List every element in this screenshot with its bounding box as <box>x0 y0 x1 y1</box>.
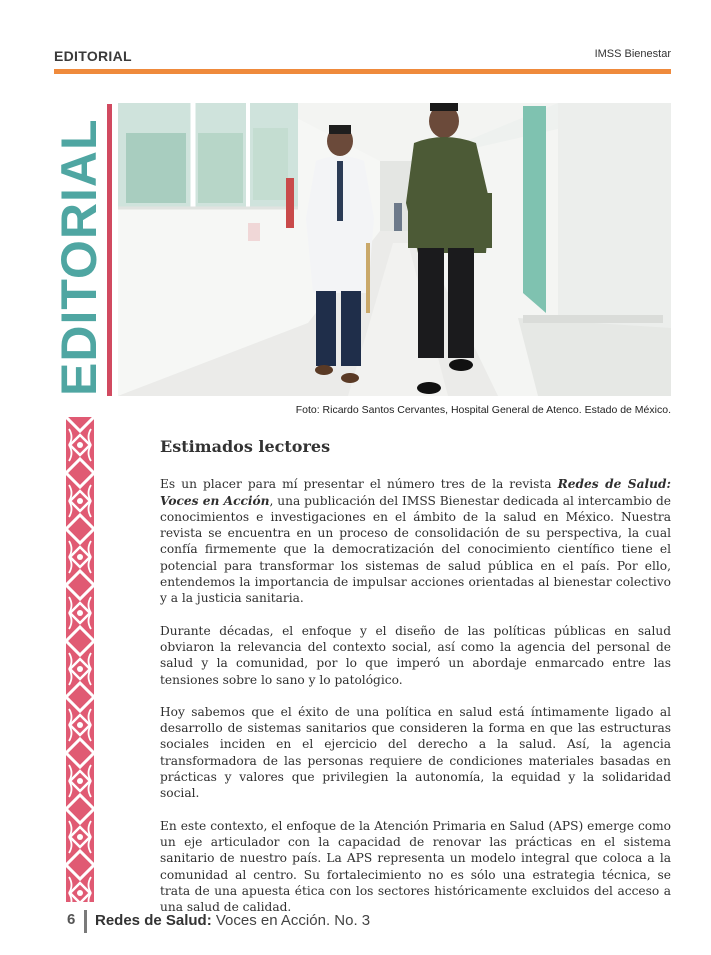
header-divider <box>54 69 671 74</box>
paragraph-1 <box>160 476 671 606</box>
publisher-label: IMSS Bienestar <box>594 48 671 60</box>
footer-divider <box>84 910 87 933</box>
magazine-title: Redes de Salud: Voces en Acción <box>160 477 671 508</box>
paragraph-4: En este contexto, el enfoque de la Atención Primaria en Salud (APS) emerge como un eje articulador con la capacidad de renovar las prácticas en el sistema sanitario de nuestro país. La APS representa un modelo integral que coloca a la comunidad al centro. Su fortalecimiento no es sólo una estrategia técnica, se trata de una apuesta ética con los sectores históricamente excluidos del acceso a una salud de calidad. <box>160 818 671 915</box>
paragraph-1-intro: Es un placer para mí presentar el número tres de la revista <box>160 477 558 492</box>
footer-title-bold: Redes de Salud: <box>95 912 212 929</box>
article-body <box>160 437 671 931</box>
page-number: 6 <box>67 911 76 928</box>
article-heading: Estimados lectores <box>160 437 331 456</box>
vertical-title-text: EDITORIAL <box>51 118 107 396</box>
vertical-section-title <box>51 104 107 396</box>
footer-publication-title <box>95 912 370 929</box>
footer-title-rest: Voces en Acción. No. 3 <box>211 912 371 929</box>
paragraph-1-rest: , una publicación del IMSS Bienestar dedicada al intercambio de conocimientos e investigaciones en el ámbito de la salud en México. Nuestra revista se encuentra en un proceso de consolidación de su perspectiva, la cual confía firmemente que la democratización del conocimiento científico tiene el potencial para transformar los sistemas de salud pública en el país. Por ello, entendemos la importancia de impulsar acciones orientadas al bienestar colectivo y a la justicia sanitaria. <box>160 493 671 606</box>
decorative-pattern-strip <box>66 417 94 902</box>
accent-bar <box>107 104 112 396</box>
photo-caption: Foto: Ricardo Santos Cervantes, Hospital General de Atenco. Estado de México. <box>295 404 671 416</box>
paragraph-3: Hoy sabemos que el éxito de una política en salud está íntimamente ligado al desarrollo de sistemas sanitarios que consideren la forma en que las estructuras sociales inciden en el ejercicio del derecho a la salud. Así, la agencia transformadora de las personas requiere de condiciones materiales basadas en prácticas y valores que privilegien la autonomía, la equidad y la solidaridad social. <box>160 704 671 801</box>
hallway-photo <box>118 103 671 396</box>
section-label: EDITORIAL <box>54 48 132 64</box>
paragraph-2: Durante décadas, el enfoque y el diseño de las políticas públicas en salud obviaron la relevancia del contexto social, así como la agencia del personal de salud y la comunidad, por lo que imperó un abordaje enmarcado entre las tensiones sobre lo sano y lo patológico. <box>160 623 671 687</box>
